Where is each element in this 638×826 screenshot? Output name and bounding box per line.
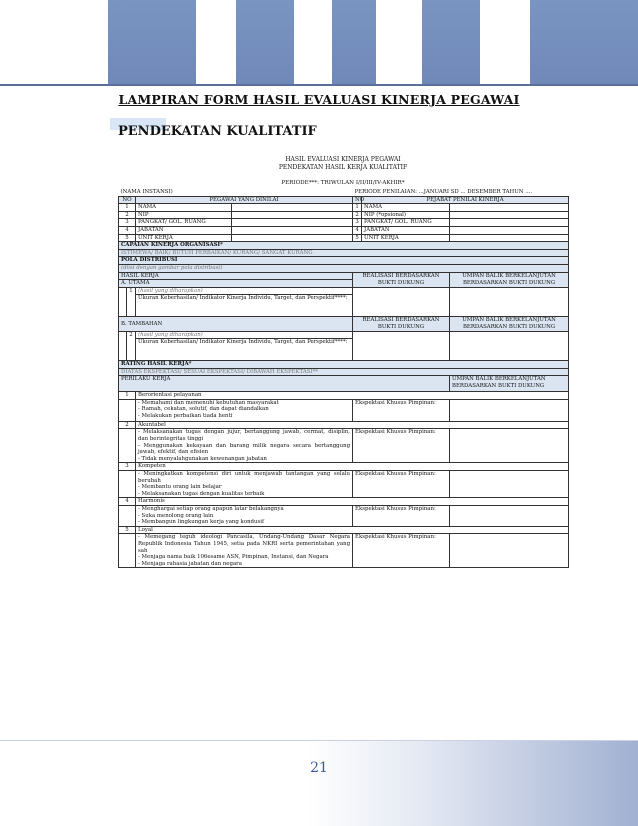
header-block	[332, 0, 376, 86]
field-no: 4	[119, 226, 136, 234]
field-label: UNIT KERJA	[136, 234, 232, 242]
field-label: JABATAN	[136, 226, 232, 234]
realisasi-cell[interactable]	[353, 331, 450, 361]
rating-label: RATING HASIL KERJA*	[119, 361, 569, 369]
hasil-hint: (hasil yang diharapkan)	[136, 287, 353, 295]
behavior-item: - Membangun lingkungan kerja yang kondusif	[138, 519, 264, 526]
header-block	[530, 0, 638, 86]
header-rule	[0, 84, 638, 86]
field-no: 1	[119, 204, 136, 212]
page-number: 21	[310, 760, 328, 776]
ekspektasi-label[interactable]: Ekspektasi Khusus Pimpinan:	[353, 399, 450, 421]
behavior-title: Akuntabel	[136, 421, 569, 429]
instansi-label: (NAMA INSTANSI)	[120, 189, 173, 195]
behavior-item: - Suka menolong orang lain	[138, 512, 214, 519]
field-value[interactable]	[450, 204, 569, 212]
ekspektasi-label[interactable]: Ekspektasi Khusus Pimpinan:	[353, 471, 450, 498]
behavior-item: - Menjaga rahasia jabatan dan negara	[138, 560, 242, 567]
field-value[interactable]	[232, 211, 353, 219]
behavior-item: - Membantu orang lain belajar	[138, 484, 222, 491]
form-subheading: PENDEKATAN HASIL KERJA KUALITATIF	[278, 164, 408, 171]
pola-hint: (diisi dengan gambar pola distribusi)	[119, 264, 569, 272]
periode-line: PERIODE***: TRIWULAN I/II/III/IV-AKHIR*	[281, 180, 405, 186]
umpan-balik-header: UMPAN BALIK BERKELANJUTAN BERDASARKAN BUKTI DUKUNG	[450, 272, 569, 287]
col-pejabat: PEJABAT PENILAI KINERJA	[362, 196, 569, 204]
ukuran-text: Ukuran Keberhasilan/ Indikator Kinerja Individu, Target, dan Perspektif****:	[136, 339, 353, 361]
umpan-balik-cell[interactable]	[450, 506, 569, 527]
behavior-item: - Ramah, cekatan, solutif, dan dapat diandalkan	[138, 406, 269, 413]
perilaku-header: PERILAKU KERJA	[119, 376, 450, 392]
col-no: NO	[119, 196, 136, 204]
field-value[interactable]	[232, 226, 353, 234]
col-pegawai: PEGAWAI YANG DINILAI	[136, 196, 353, 204]
behavior-item: - Menghargai setiap orang apapun latar belakangnya	[138, 506, 284, 512]
field-label: NAMA	[362, 204, 450, 212]
field-label: NAMA	[136, 204, 232, 212]
ekspektasi-label[interactable]: Ekspektasi Khusus Pimpinan:	[353, 534, 450, 568]
behavior-item: - Meningkatkan kompetensi diri untuk menjawab tantangan yang selalu berubah	[138, 471, 351, 484]
behavior-item: - Tidak menyalahgunakan kewenangan jabatan	[138, 455, 267, 462]
behavior-item: - Menjaga nama baik 106esame ASN, Pimpinan, Instansi, dan Negara	[138, 554, 329, 561]
behavior-item: - Menggunakan kekayaan dan barang milik negara secara bertanggung jawab, efektif, dan efisien	[138, 442, 351, 456]
header-block	[108, 0, 196, 86]
behavior-no: 2	[119, 421, 136, 429]
realisasi-header: REALISASI BERDASARKAN BUKTI DUKUNG	[353, 272, 450, 287]
realisasi-cell[interactable]	[353, 287, 450, 317]
hasil-kerja-header: HASIL KERJA	[119, 272, 353, 280]
field-label: NIP	[136, 211, 232, 219]
hasil-hint: (hasil yang diharapkan)	[136, 331, 353, 339]
page-title: LAMPIRAN FORM HASIL EVALUASI KINERJA PEGAWAI	[118, 92, 520, 107]
behavior-title: Loyal	[136, 526, 569, 534]
field-no: 2	[119, 211, 136, 219]
field-value[interactable]	[450, 234, 569, 242]
field-no: 3	[119, 219, 136, 227]
field-value[interactable]	[232, 204, 353, 212]
field-value[interactable]	[450, 211, 569, 219]
field-label: UNIT KERJA	[362, 234, 450, 242]
ekspektasi-label[interactable]: Ekspektasi Khusus Pimpinan:	[353, 429, 450, 463]
ukuran-text: Ukuran Keberhasilan/ Indikator Kinerja Individu, Target, dan Perspektif****:	[136, 295, 353, 317]
behavior-item: - Memahami dan memenuhi kebutuhan masyarakat	[138, 399, 279, 406]
ekspektasi-label[interactable]: Ekspektasi Khusus Pimpinan:	[353, 506, 450, 527]
field-no: 4	[353, 226, 362, 234]
behavior-item: - Melaksanakan tugas dengan kualitas terbaik	[138, 490, 265, 497]
behavior-no: 4	[119, 498, 136, 506]
capaian-label: CAPAIAN KINERJA ORGANISASI*	[119, 242, 569, 250]
field-value[interactable]	[232, 234, 353, 242]
realisasi-header: REALISASI BERDASARKAN BUKTI DUKUNG	[353, 317, 450, 331]
row-no: 2	[127, 331, 136, 339]
behavior-no: 1	[119, 392, 136, 400]
umpan-balik-header: UMPAN BALIK BERKELANJUTAN BERDASARKAN BUKTI DUKUNG	[450, 317, 569, 331]
field-label: NIP (*opsional)	[362, 211, 450, 219]
umpan-balik-cell[interactable]	[450, 399, 569, 421]
col-no: NO	[353, 196, 362, 204]
field-no: 2	[353, 211, 362, 219]
form-heading: HASIL EVALUASI KINERJA PEGAWAI	[285, 156, 401, 163]
header-block	[236, 0, 294, 86]
capaian-options[interactable]: ISTIMEWA/ BAIK/ BUTUH PERBAIKAN/ KURANG/ SANGAT KURANG	[119, 249, 569, 257]
tambahan-label: B. TAMBAHAN	[119, 317, 353, 331]
field-no: 5	[353, 234, 362, 242]
behavior-title: Kompeten	[136, 463, 569, 471]
header-block	[422, 0, 480, 86]
field-value[interactable]	[450, 226, 569, 234]
field-label: JABATAN	[362, 226, 450, 234]
behavior-item: - Memegang teguh ideologi Pancasila, Undang-Undang Dasar Negara Republik Indonesia Tahun 1945, setia pada NKRI serta pemerintahan yang sah	[138, 534, 351, 554]
utama-label: A. UTAMA	[119, 280, 353, 288]
behavior-item: - Melaksanakan tugas dengan jujur, bertanggung jawab, cermat, disiplin, dan berintegritas tinggi	[138, 429, 351, 443]
field-no: 5	[119, 234, 136, 242]
periode-penilaian: PERIODE PENILAIAN: ...JANUARI SD ... DESEMBER TAHUN ....	[354, 189, 533, 195]
row-no: 1	[127, 287, 136, 295]
field-value[interactable]	[450, 219, 569, 227]
umpan-balik-cell[interactable]	[450, 287, 569, 317]
footer-rule	[0, 740, 638, 741]
behavior-no: 3	[119, 463, 136, 471]
rating-options[interactable]: DIATAS EKSPEKTASI/ SESUAI EKSPEKTASI/ DIBAWAH EKSPEKTASI**	[119, 368, 569, 376]
field-no: 3	[353, 219, 362, 227]
page-subtitle: PENDEKATAN KUALITATIF	[118, 124, 317, 139]
field-no: 1	[353, 204, 362, 212]
field-label: PANGKAT/ GOL. RUANG	[136, 219, 232, 227]
behavior-title: Harmonis	[136, 498, 569, 506]
umpan-balik-header: UMPAN BALIK BERKELANJUTAN BERDASARKAN BUKTI DUKUNG	[450, 376, 569, 392]
umpan-balik-cell[interactable]	[450, 534, 569, 568]
behavior-no: 5	[119, 526, 136, 534]
evaluation-form-table	[118, 189, 569, 568]
umpan-balik-cell[interactable]	[450, 331, 569, 361]
pola-label: POLA DISTRIBUSI	[119, 257, 569, 265]
umpan-balik-cell[interactable]	[450, 429, 569, 463]
field-value[interactable]	[232, 219, 353, 227]
umpan-balik-cell[interactable]	[450, 471, 569, 498]
behavior-item: - Melakukan perbaikan tiada henti	[138, 413, 233, 420]
behavior-title: Berorientasi pelayanan	[136, 392, 569, 400]
field-label: PANGKAT/ GOL. RUANG	[362, 219, 450, 227]
footer-decoration	[308, 740, 638, 826]
